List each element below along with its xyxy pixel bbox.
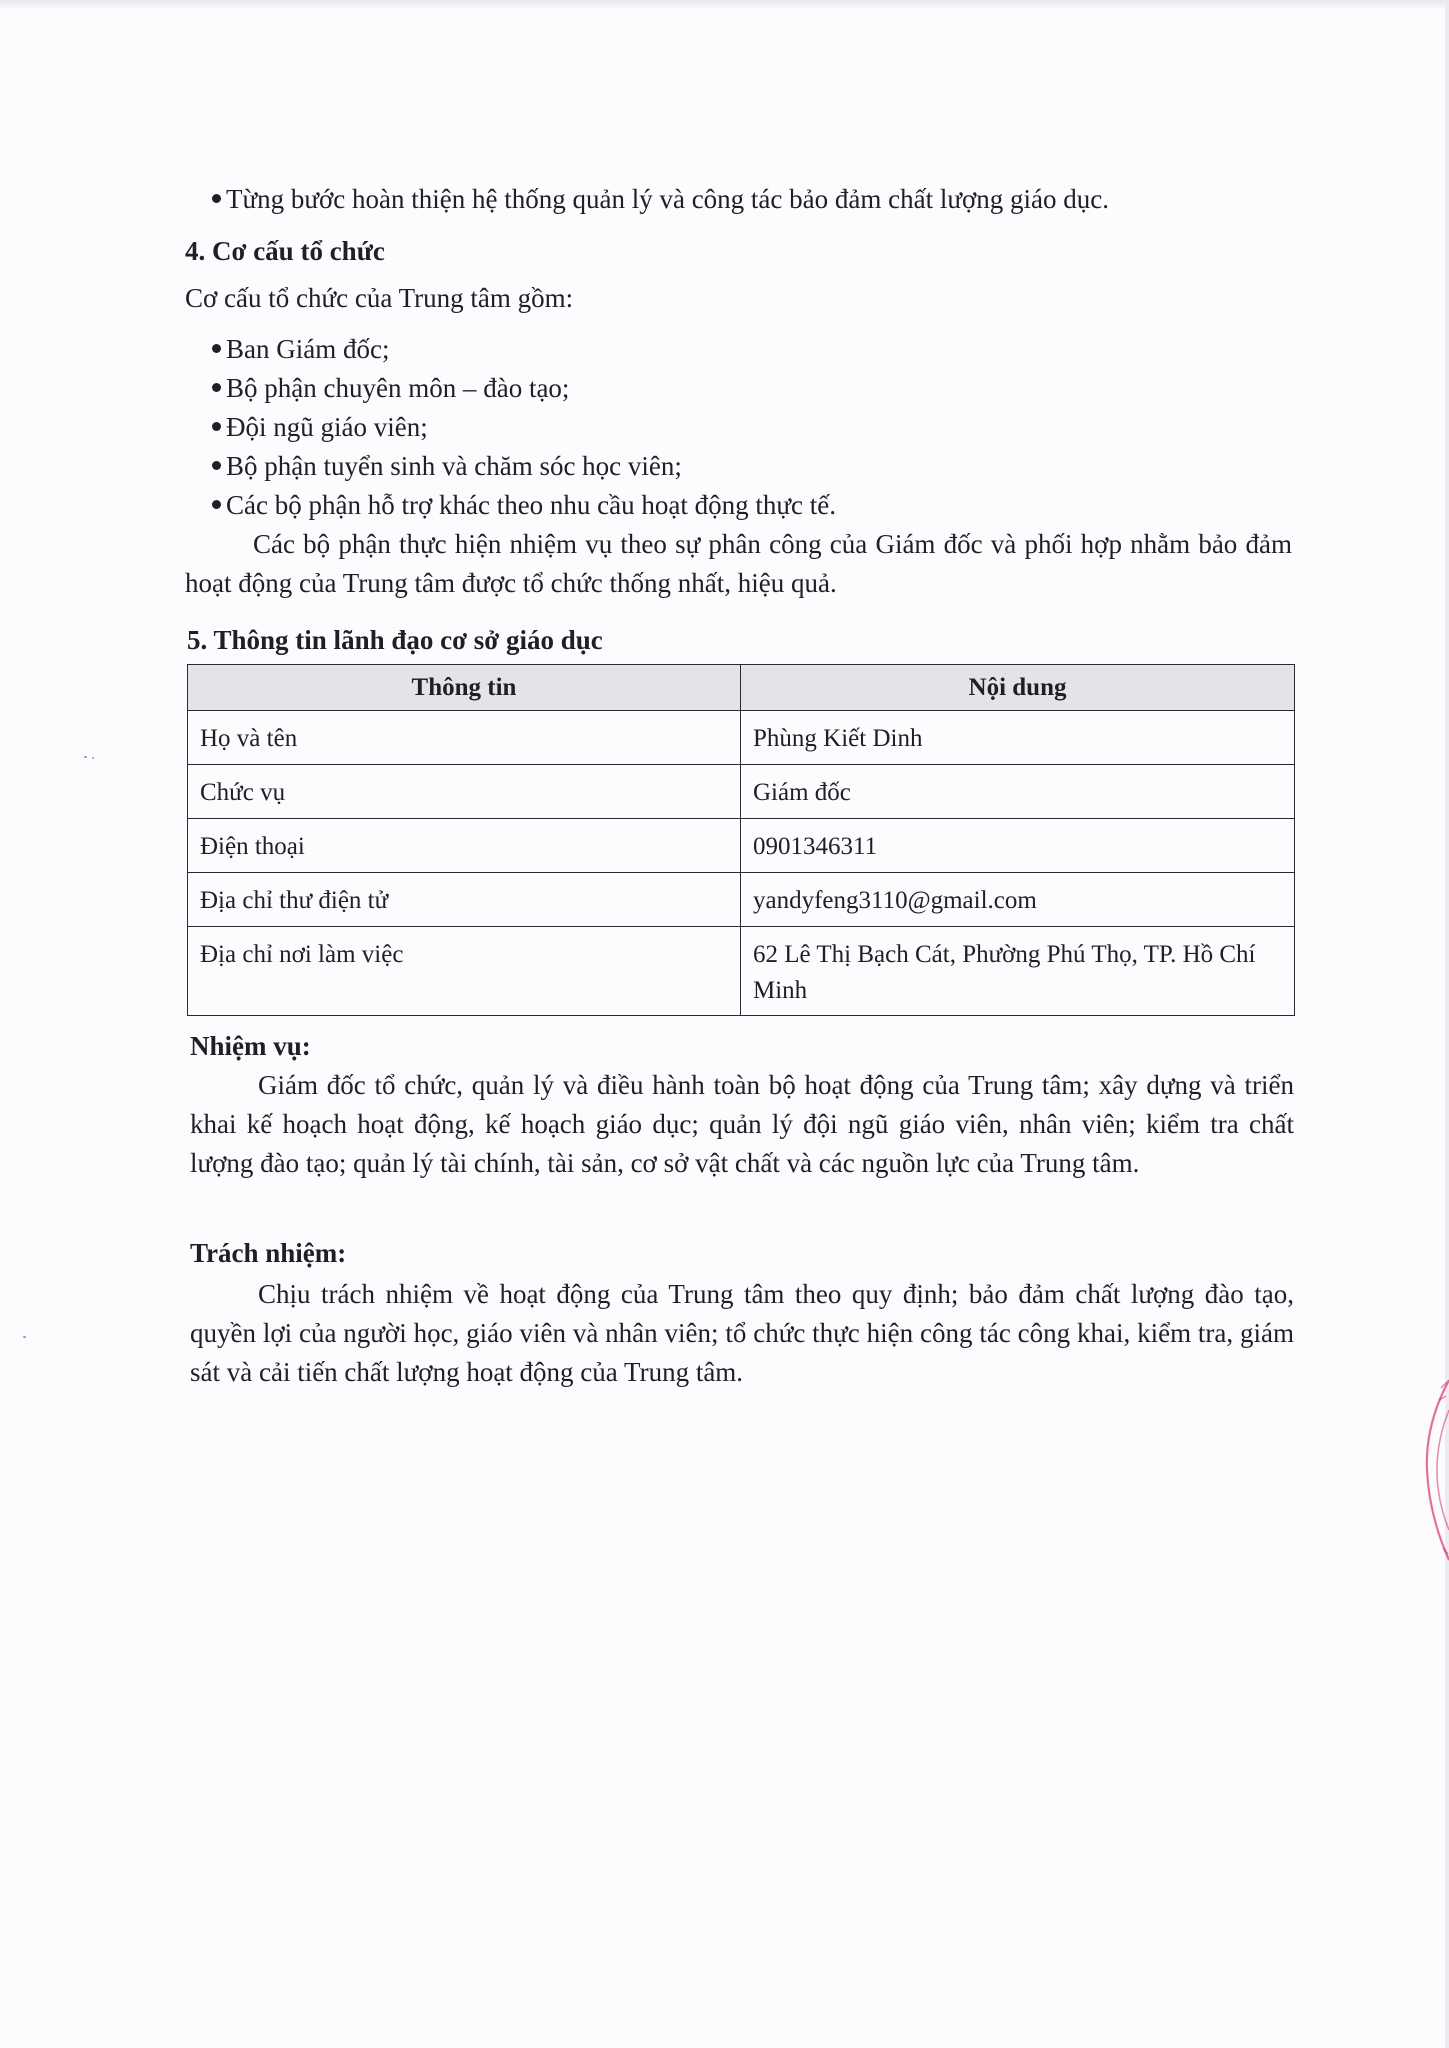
table-header-row [188,665,1295,711]
stamp-fragment-icon [1419,1370,1449,1570]
row-value: Giám đốc [741,765,1295,819]
bullet-dot-icon [212,344,221,353]
row-label: Địa chỉ nơi làm việc [188,927,741,1016]
section5-heading: 5. Thông tin lãnh đạo cơ sở giáo dục [187,625,603,655]
table-row [188,927,1295,1016]
org-item: Bộ phận chuyên môn – đào tạo; [212,369,569,408]
table-row [188,873,1295,927]
responsibility-text: Chịu trách nhiệm về hoạt động của Trung tâm theo quy định; bảo đảm chất lượng đào tạo, quyền lợi của người học, giáo viên và nhân viên; tổ chức thực hiện công tác công khai, kiểm tra, giám sát và cải tiến chất lượng hoạt động của Trung tâm. [190,1279,1294,1387]
bullet-quality-assurance [212,180,1109,219]
responsibility-heading: Trách nhiệm: [190,1238,347,1268]
scan-speck [84,756,87,758]
scan-speck [23,1336,26,1338]
leader-info-table [187,664,1295,1016]
row-label: Điện thoại [188,819,741,873]
row-value: Phùng Kiết Dinh [741,711,1295,765]
table-row [188,765,1295,819]
scan-right-edge [1445,0,1449,2048]
table-row [188,711,1295,765]
row-value: yandyfeng3110@gmail.com [741,873,1295,927]
row-label: Chức vụ [188,765,741,819]
table-header-cell: Thông tin [188,665,741,711]
org-item: Đội ngũ giáo viên; [212,408,428,447]
section4-heading: 4. Cơ cấu tổ chức [185,236,385,266]
bullet-dot-icon [212,194,221,203]
section4-closing: Các bộ phận thực hiện nhiệm vụ theo sự phân công của Giám đốc và phối hợp nhằm bảo đảm hoạt động của Trung tâm được tổ chức thống nhất, hiệu quả. [185,529,1292,598]
row-label: Họ và tên [188,711,741,765]
scan-speck [92,757,94,759]
org-item: Các bộ phận hỗ trợ khác theo nhu cầu hoạt động thực tế. [212,486,836,525]
duties-text: Giám đốc tổ chức, quản lý và điều hành toàn bộ hoạt động của Trung tâm; xây dựng và triển khai kế hoạch hoạt động, kế hoạch giáo dục; quản lý đội ngũ giáo viên, nhân viên; kiểm tra chất lượng đào tạo; quản lý tài chính, tài sản, cơ sở vật chất và các nguồn lực của Trung tâm. [190,1070,1294,1178]
section4-intro: Cơ cấu tổ chức của Trung tâm gồm: [185,283,574,313]
row-value: 62 Lê Thị Bạch Cát, Phường Phú Thọ, TP. Hồ Chí Minh [741,927,1295,1016]
bullet-dot-icon [212,383,221,392]
table-header-cell: Nội dung [741,665,1295,711]
row-label: Địa chỉ thư điện tử [188,873,741,927]
bullet-dot-icon [212,422,221,431]
duties-heading: Nhiệm vụ: [190,1031,311,1061]
bullet-text: Từng bước hoàn thiện hệ thống quản lý và công tác bảo đảm chất lượng giáo dục. [226,184,1109,214]
scan-top-edge [0,0,1449,10]
row-value: 0901346311 [741,819,1295,873]
table-row [188,819,1295,873]
bullet-dot-icon [212,461,221,470]
org-item: Bộ phận tuyển sinh và chăm sóc học viên; [212,447,682,486]
org-item: Ban Giám đốc; [212,330,389,369]
bullet-dot-icon [212,500,221,509]
